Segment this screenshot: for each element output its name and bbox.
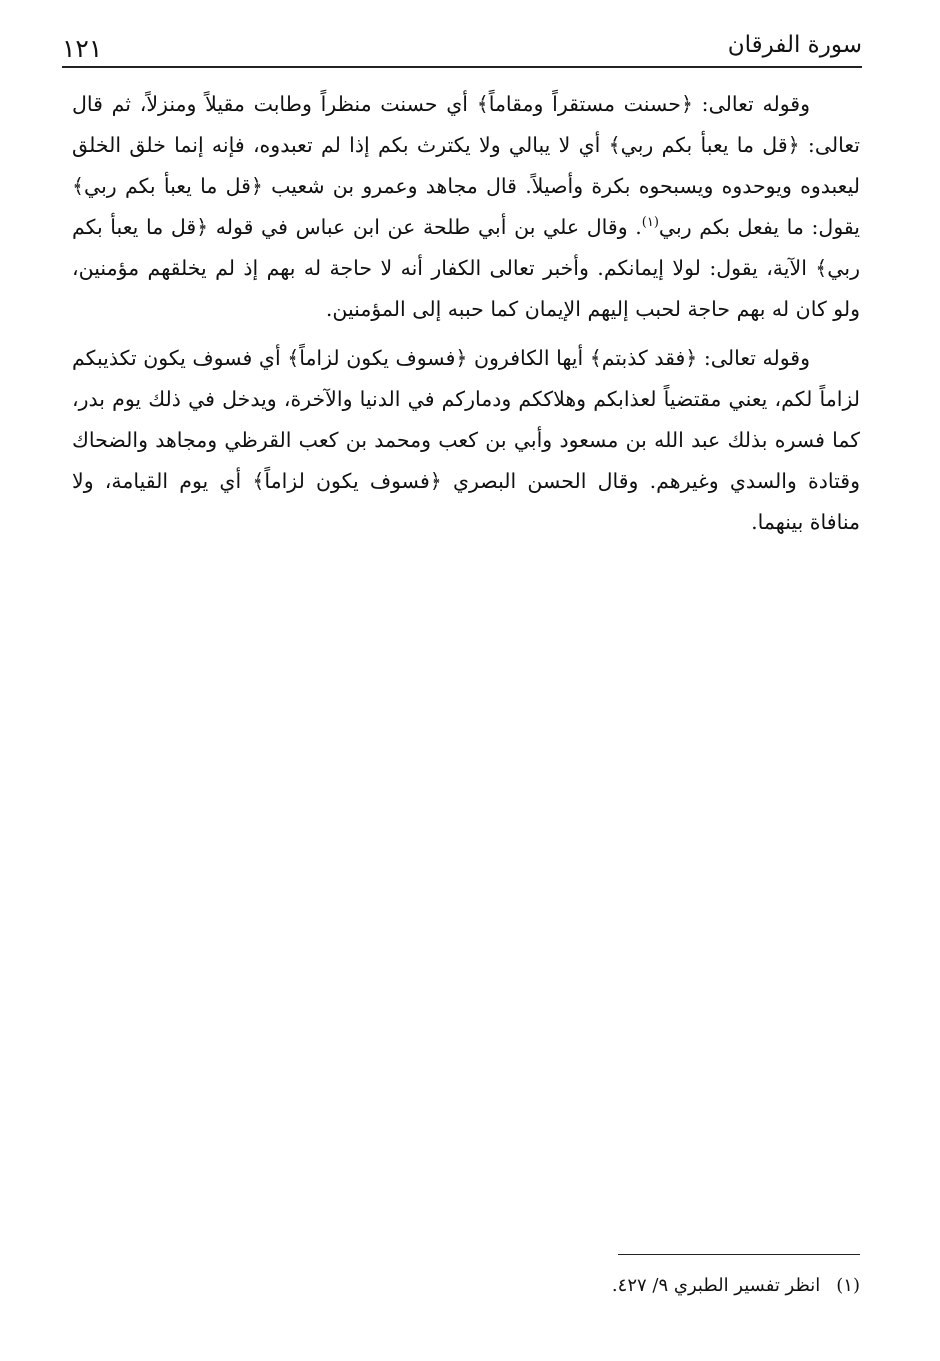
paragraph-1-text: وقوله تعالى: ﴿حسنت مستقراً ومقاماً﴾ أي حسنت منظراً وطابت مقيلاً ومنزلاً، ثم قال تعالى: ﴿قل ما يعبأ بكم ربي﴾ أي لا يبالي ولا يكترث بكم إذا لم تعبدوه، فإنه إنما خلق الخلق ليعبدوه ويوحدوه ويسبحوه بكرة وأصيلاً. قال مجاهد وعمرو بن شعيب ﴿قل ما يعبأ بكم ربي﴾ يقول: ما يفعل بكم ربي [72, 92, 860, 239]
paragraph-2: وقوله تعالى: ﴿فقد كذبتم﴾ أيها الكافرون ﴿فسوف يكون لزاماً﴾ أي فسوف يكون تكذيبكم لزاماً لكم، يعني مقتضياً لعذابكم وهلاككم ودماركم في الدنيا والآخرة، ويدخل في ذلك يوم بدر، كما فسره بذلك عبد الله بن مسعود وأبي بن كعب ومحمد بن كعب القرظي ومجاهد والضحاك وقتادة والسدي وغيرهم. وقال الحسن البصري ﴿فسوف يكون لزاماً﴾ أي يوم القيامة، ولا منافاة بينهما. [72, 346, 860, 534]
header-rule [62, 66, 862, 68]
footnote-rule [618, 1254, 860, 1255]
footnote-area [420, 1254, 860, 1296]
paragraph-1-continuation: . وقال علي بن أبي طلحة عن ابن عباس في قوله ﴿قل ما يعبأ بكم ربي﴾ الآية، يقول: لولا إيمانكم. وأخبر تعالى الكفار أنه لا حاجة له بهم إذ لم يخلقهم مؤمنين، ولو كان له بهم حاجة لحبب إليهم الإيمان كما حببه إلى المؤمنين. [72, 215, 860, 321]
footnote-text: انظر تفسير الطبري ٩/ ٤٢٧. [611, 1275, 821, 1296]
main-text [72, 84, 860, 543]
footnote-number: (١) [836, 1275, 860, 1296]
surah-title: سورة الفرقان [727, 32, 862, 58]
paragraph-1 [72, 84, 860, 330]
page-number: ١٢١ [62, 34, 103, 63]
footnote [420, 1275, 860, 1296]
footnote-reference: (١) [641, 215, 659, 231]
page-header [62, 30, 862, 70]
